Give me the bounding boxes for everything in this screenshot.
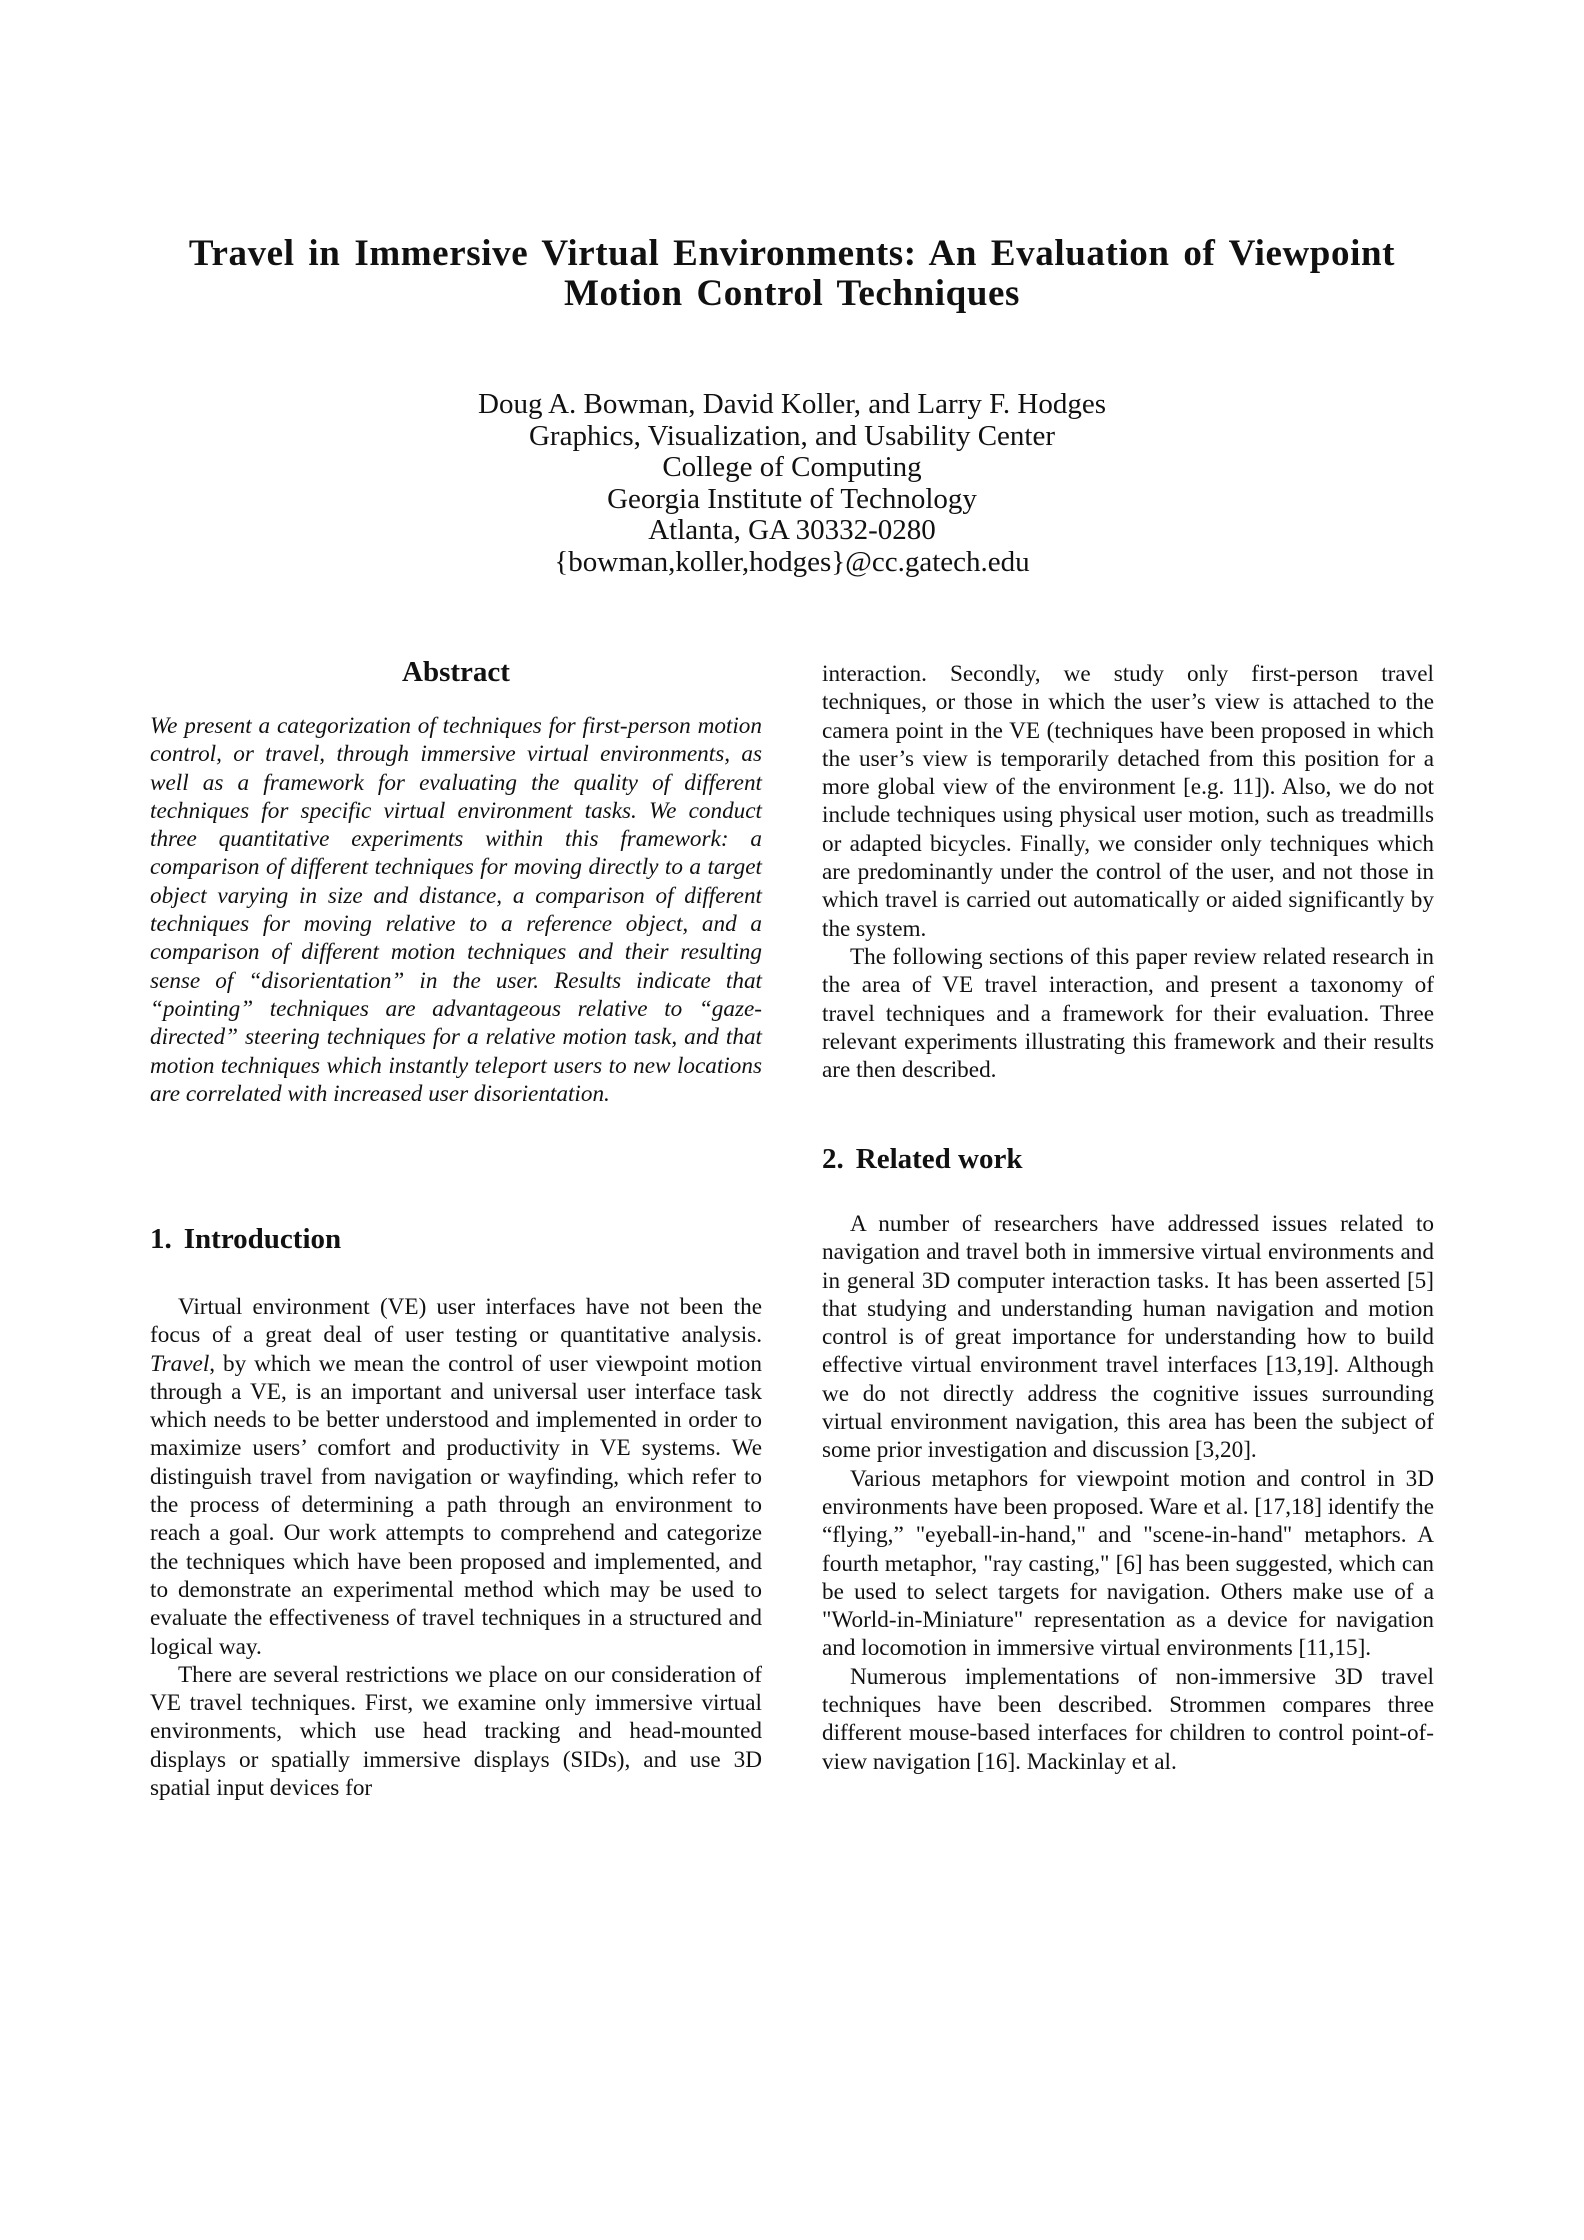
introduction-paragraph-2: There are several restrictions we place on our consideration of VE travel techniques. First, we examine only immersive virtual environments, which use head tracking and head-mounted displays or spatially immersive displays (SIDs), and use 3D spatial input devices for	[150, 1661, 762, 1802]
related-work-paragraph-1: A number of researchers have addressed issues related to navigation and travel both in immersive virtual environments and in general 3D computer interaction tasks. It has been asserted [5] that studying and understanding human navigation and motion control is of great importance for understanding how to build effective virtual environment travel interfaces [13,19]. Although we do not directly address the cognitive issues surrounding virtual environment navigation, this area has been the subject of some prior investigation and discussion [3,20].	[822, 1211, 1434, 1464]
author-email: {bowman,koller,hodges}@cc.gatech.edu	[554, 545, 1030, 578]
intro-p1-term: Travel	[150, 1350, 210, 1377]
introduction-body-continued	[822, 660, 1434, 1084]
author-address: Atlanta, GA 30332-0280	[648, 514, 936, 546]
related-work-paragraph-2: Various metaphors for viewpoint motion and control in 3D environments have been proposed. Ware et al. [17,18] identify the “flying,” "eyeball-in-hand," and "scene-in-hand" metaphors. A fourth metaphor, "ray casting," [6] has been suggested, which can be used to select targets for navigation. Others make use of a "World-in-Miniature" representation as a device for navigation and locomotion in immersive virtual environments [11,15].	[822, 1465, 1434, 1662]
abstract-body	[150, 712, 762, 1108]
author-block	[300, 389, 1284, 578]
section-title: Related work	[855, 1143, 1023, 1175]
title-line-1: Travel in Immersive Virtual Environments: An Evaluation of Viewpoint	[188, 233, 1396, 274]
author-affiliation-center: Graphics, Visualization, and Usability Center	[528, 419, 1056, 452]
author-affiliation-college: College of Computing	[662, 451, 922, 483]
introduction-paragraph-2-continued: interaction. Secondly, we study only first-person travel techniques, or those in which the user’s view is attached to the camera point in the VE (techniques have been proposed in which the user’s view is temporarily detached from this position for a more global view of the environment [e.g. 11]). Also, we do not include techniques using physical user motion, such as treadmills or adapted bicycles. Finally, we consider only techniques which are predominantly under the control of the user, and not those in which travel is carried out automatically or aided significantly by the system.	[822, 661, 1434, 942]
introduction-paragraph-3: The following sections of this paper review related research in the area of VE travel interaction, and present a taxonomy of travel techniques and a framework for their evaluation. Three relevant experiments illustrating this framework and their results are then described.	[822, 943, 1434, 1084]
intro-p1-lead: Virtual environment (VE) user interfaces have not been the focus of a great deal of user testing or quantitative analysis.	[150, 1294, 762, 1349]
section-heading-related-work	[822, 1142, 1022, 1176]
introduction-body	[150, 1293, 762, 1802]
intro-p1-rest: , by which we mean the control of user viewpoint motion through a VE, is an important and universal user interface task which needs to be better understood and implemented in order to maximize users’ comfort and productivity in VE systems. We distinguish travel from navigation or wayfinding, which refer to the process of determining a path through an environment to reach a goal. Our work attempts to comprehend and categorize the techniques which have been proposed and implemented, and to demonstrate an experimental method which may be used to evaluate the effectiveness of travel techniques in a structured and logical way.	[150, 1350, 762, 1660]
related-work-paragraph-3: Numerous implementations of non-immersive 3D travel techniques have been described. Strommen compares three different mouse-based interfaces for children to control point-of-view navigation [16]. Mackinlay et al.	[822, 1663, 1434, 1775]
author-affiliation-institute: Georgia Institute of Technology	[607, 482, 977, 515]
related-work-body	[822, 1210, 1434, 1776]
abstract-heading: Abstract	[402, 656, 510, 688]
section-heading-introduction	[150, 1222, 341, 1256]
introduction-paragraph-1	[150, 1293, 762, 1661]
title-line-2: Motion Control Techniques	[563, 273, 1021, 314]
abstract-text: We present a categorization of techniques for first-person motion control, or travel, through immersive virtual environments, as well as a framework for evaluating the quality of different techniques for specific virtual environment tasks. We conduct three quantitative experiments within this framework: a comparison of different techniques for moving directly to a target object varying in size and distance, a comparison of different techniques for moving relative to a reference object, and a comparison of different motion techniques and their resulting sense of “disorientation” in the user. Results indicate that “pointing” techniques are advantageous relative to “gaze-directed” steering techniques for a relative motion task, and that motion techniques which instantly teleport users to new locations are correlated with increased user disorientation.	[150, 713, 762, 1107]
author-names: Doug A. Bowman, David Koller, and Larry F. Hodges	[478, 388, 1106, 420]
section-number: 1.	[150, 1223, 172, 1255]
paper-title	[120, 234, 1464, 314]
section-number: 2.	[822, 1143, 844, 1175]
section-title: Introduction	[183, 1223, 342, 1255]
